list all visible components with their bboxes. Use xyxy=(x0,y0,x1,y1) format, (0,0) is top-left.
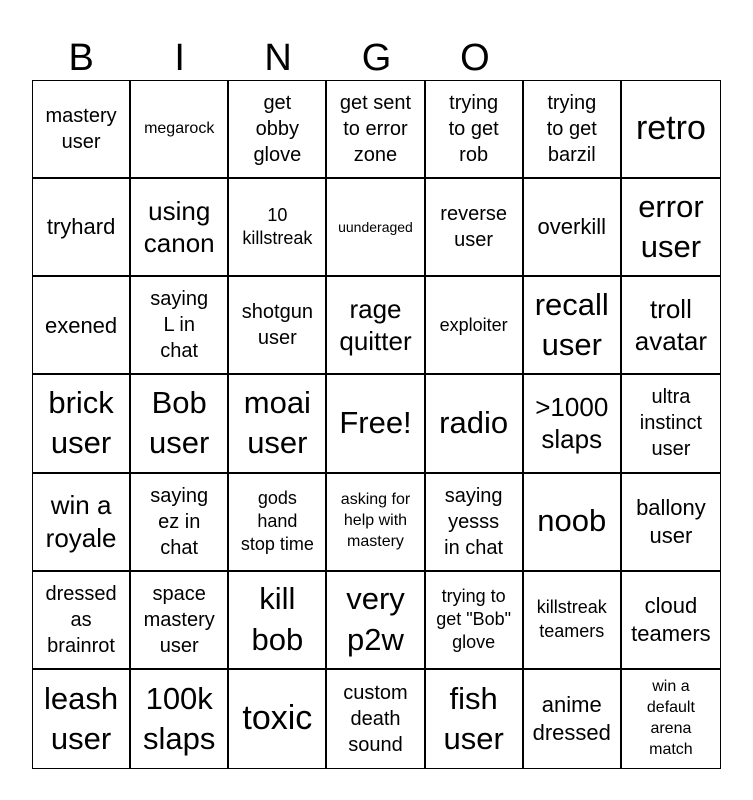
bingo-cell-label: leash user xyxy=(44,680,119,756)
bingo-cell-label: reverse user xyxy=(440,203,507,252)
bingo-cell-label: troll avatar xyxy=(634,293,708,357)
bingo-cell-label: toxic xyxy=(242,699,313,738)
bingo-cell-cloud-teamers[interactable] xyxy=(622,572,720,670)
bingo-cell-label: exened xyxy=(44,312,118,338)
bingo-cell-100k-slaps[interactable] xyxy=(131,670,229,768)
bingo-cell-label: very p2w xyxy=(346,581,405,657)
bingo-cell-label: rage quitter xyxy=(339,293,412,357)
bingo-cell-kill-bob[interactable] xyxy=(229,572,327,670)
bingo-cell-saying-l-in-chat[interactable] xyxy=(131,277,229,375)
bingo-cell-label: killstreak teamers xyxy=(536,597,607,641)
bingo-cell-tryhard[interactable] xyxy=(33,179,131,277)
bingo-cell-get-sent-to-error-zone[interactable] xyxy=(327,81,425,179)
bingo-cell-exploiter[interactable] xyxy=(426,277,524,375)
bingo-cell-label: win a royale xyxy=(45,490,117,553)
bingo-cell-label: uunderaged xyxy=(338,219,413,236)
bingo-cell-label: space mastery user xyxy=(143,582,215,657)
bingo-cell-recall-user[interactable] xyxy=(524,277,622,375)
bingo-cell-label: win a default arena match xyxy=(646,678,695,758)
bingo-cell-win-a-default-arena-match[interactable] xyxy=(622,670,720,768)
bingo-cell-label: recall user xyxy=(534,287,609,363)
bingo-cell-label: ultra instinct user xyxy=(639,386,703,461)
bingo-cell-label: gods hand stop time xyxy=(240,487,314,555)
bingo-cell-label: dressed as brainrot xyxy=(45,582,117,657)
bingo-cell-troll-avatar[interactable] xyxy=(622,277,720,375)
bingo-cell-label: Free! xyxy=(339,405,412,441)
bingo-cell-label: fish user xyxy=(443,680,504,756)
bingo-cell-label: brick user xyxy=(48,385,114,461)
bingo-cell-label: custom death sound xyxy=(343,681,408,756)
bingo-cell-label: mastery user xyxy=(45,105,117,154)
bingo-cell-label: trying to get rob xyxy=(448,92,499,167)
bingo-cell-label: trying to get "Bob" glove xyxy=(436,585,512,653)
bingo-cell-label: trying to get barzil xyxy=(546,92,597,167)
bingo-cell-radio[interactable] xyxy=(426,375,524,473)
bingo-cell-label: moai user xyxy=(243,385,311,461)
bingo-cell-label: get sent to error zone xyxy=(339,92,412,167)
header-letter-g: G xyxy=(361,37,392,79)
bingo-header xyxy=(32,34,721,80)
bingo-cell-label: shotgun user xyxy=(241,301,313,350)
bingo-cell-ultra-instinct-user[interactable] xyxy=(622,375,720,473)
bingo-cell-label: error user xyxy=(638,188,704,265)
bingo-cell-trying-to-get-rob[interactable] xyxy=(426,81,524,179)
bingo-cell-saying-ez-in-chat[interactable] xyxy=(131,474,229,572)
bingo-cell-asking-for-help-with-mastery[interactable] xyxy=(327,474,425,572)
bingo-cell-win-a-royale[interactable] xyxy=(33,474,131,572)
bingo-cell-label: megarock xyxy=(144,119,215,137)
bingo-cell-gods-hand-stop-time[interactable] xyxy=(229,474,327,572)
bingo-cell-label: noob xyxy=(537,503,607,539)
bingo-cell-error-user[interactable] xyxy=(622,179,720,277)
bingo-cell-label: exploiter xyxy=(439,314,508,335)
bingo-cell-rage-quitter[interactable] xyxy=(327,277,425,375)
bingo-cell-space-mastery-user[interactable] xyxy=(131,572,229,670)
header-spacer xyxy=(623,34,721,80)
bingo-cell-leash-user[interactable] xyxy=(33,670,131,768)
bingo-cell-bob-user[interactable] xyxy=(131,375,229,473)
bingo-cell-noob[interactable] xyxy=(524,474,622,572)
bingo-cell-label: using canon xyxy=(143,195,215,259)
bingo-cell-custom-death-sound[interactable] xyxy=(327,670,425,768)
bingo-cell-label: saying L in chat xyxy=(150,288,209,363)
bingo-cell-label: radio xyxy=(439,405,509,441)
bingo-cell-label: anime dressed xyxy=(532,692,611,745)
bingo-cell-trying-to-get-barzil[interactable] xyxy=(524,81,622,179)
bingo-cell-label: 10 killstreak xyxy=(242,204,313,249)
bingo-cell-overkill[interactable] xyxy=(524,179,622,277)
bingo-cell-label: 100k slaps xyxy=(143,680,216,756)
bingo-cell-killstreak-teamers[interactable] xyxy=(524,572,622,670)
bingo-cell-label: overkill xyxy=(537,214,606,240)
bingo-cell-label: saying ez in chat xyxy=(150,484,209,559)
bingo-cell-label: Bob user xyxy=(149,385,210,461)
bingo-cell-brick-user[interactable] xyxy=(33,375,131,473)
bingo-cell-1000-slaps[interactable] xyxy=(524,375,622,473)
bingo-cell-label: asking for help with mastery xyxy=(340,491,411,551)
bingo-cell-retro[interactable] xyxy=(622,81,720,179)
bingo-cell-label: >1000 slaps xyxy=(535,391,609,455)
bingo-cell-megarock[interactable] xyxy=(131,81,229,179)
bingo-board xyxy=(32,80,721,769)
bingo-cell-free[interactable] xyxy=(327,375,425,473)
bingo-cell-label: ballony user xyxy=(636,495,706,548)
header-letter-i: I xyxy=(174,37,185,79)
bingo-cell-mastery-user[interactable] xyxy=(33,81,131,179)
bingo-cell-saying-yesss-in-chat[interactable] xyxy=(426,474,524,572)
bingo-cell-10-killstreak[interactable] xyxy=(229,179,327,277)
bingo-cell-very-p2w[interactable] xyxy=(327,572,425,670)
bingo-cell-trying-to-get-bob-glove[interactable] xyxy=(426,572,524,670)
bingo-cell-toxic[interactable] xyxy=(229,670,327,768)
header-spacer xyxy=(524,34,622,80)
header-letter-o: O xyxy=(460,37,490,79)
bingo-cell-label: kill bob xyxy=(251,581,304,657)
bingo-cell-label: saying yesss in chat xyxy=(444,484,504,559)
bingo-cell-label: retro xyxy=(635,109,706,148)
bingo-cell-get-obby-glove[interactable] xyxy=(229,81,327,179)
bingo-cell-exened[interactable] xyxy=(33,277,131,375)
bingo-cell-uunderaged[interactable] xyxy=(327,179,425,277)
bingo-cell-shotgun-user[interactable] xyxy=(229,277,327,375)
bingo-cell-label: get obby glove xyxy=(253,92,302,167)
bingo-cell-anime-dressed[interactable] xyxy=(524,670,622,768)
bingo-cell-label: cloud teamers xyxy=(631,593,711,646)
bingo-cell-reverse-user[interactable] xyxy=(426,179,524,277)
bingo-cell-moai-user[interactable] xyxy=(229,375,327,473)
bingo-cell-fish-user[interactable] xyxy=(426,670,524,768)
header-letter-b: B xyxy=(68,37,94,79)
header-letter-n: N xyxy=(264,37,292,79)
bingo-cell-using-canon[interactable] xyxy=(131,179,229,277)
bingo-cell-ballony-user[interactable] xyxy=(622,474,720,572)
bingo-cell-label: tryhard xyxy=(46,214,116,240)
bingo-cell-dressed-as-brainrot[interactable] xyxy=(33,572,131,670)
